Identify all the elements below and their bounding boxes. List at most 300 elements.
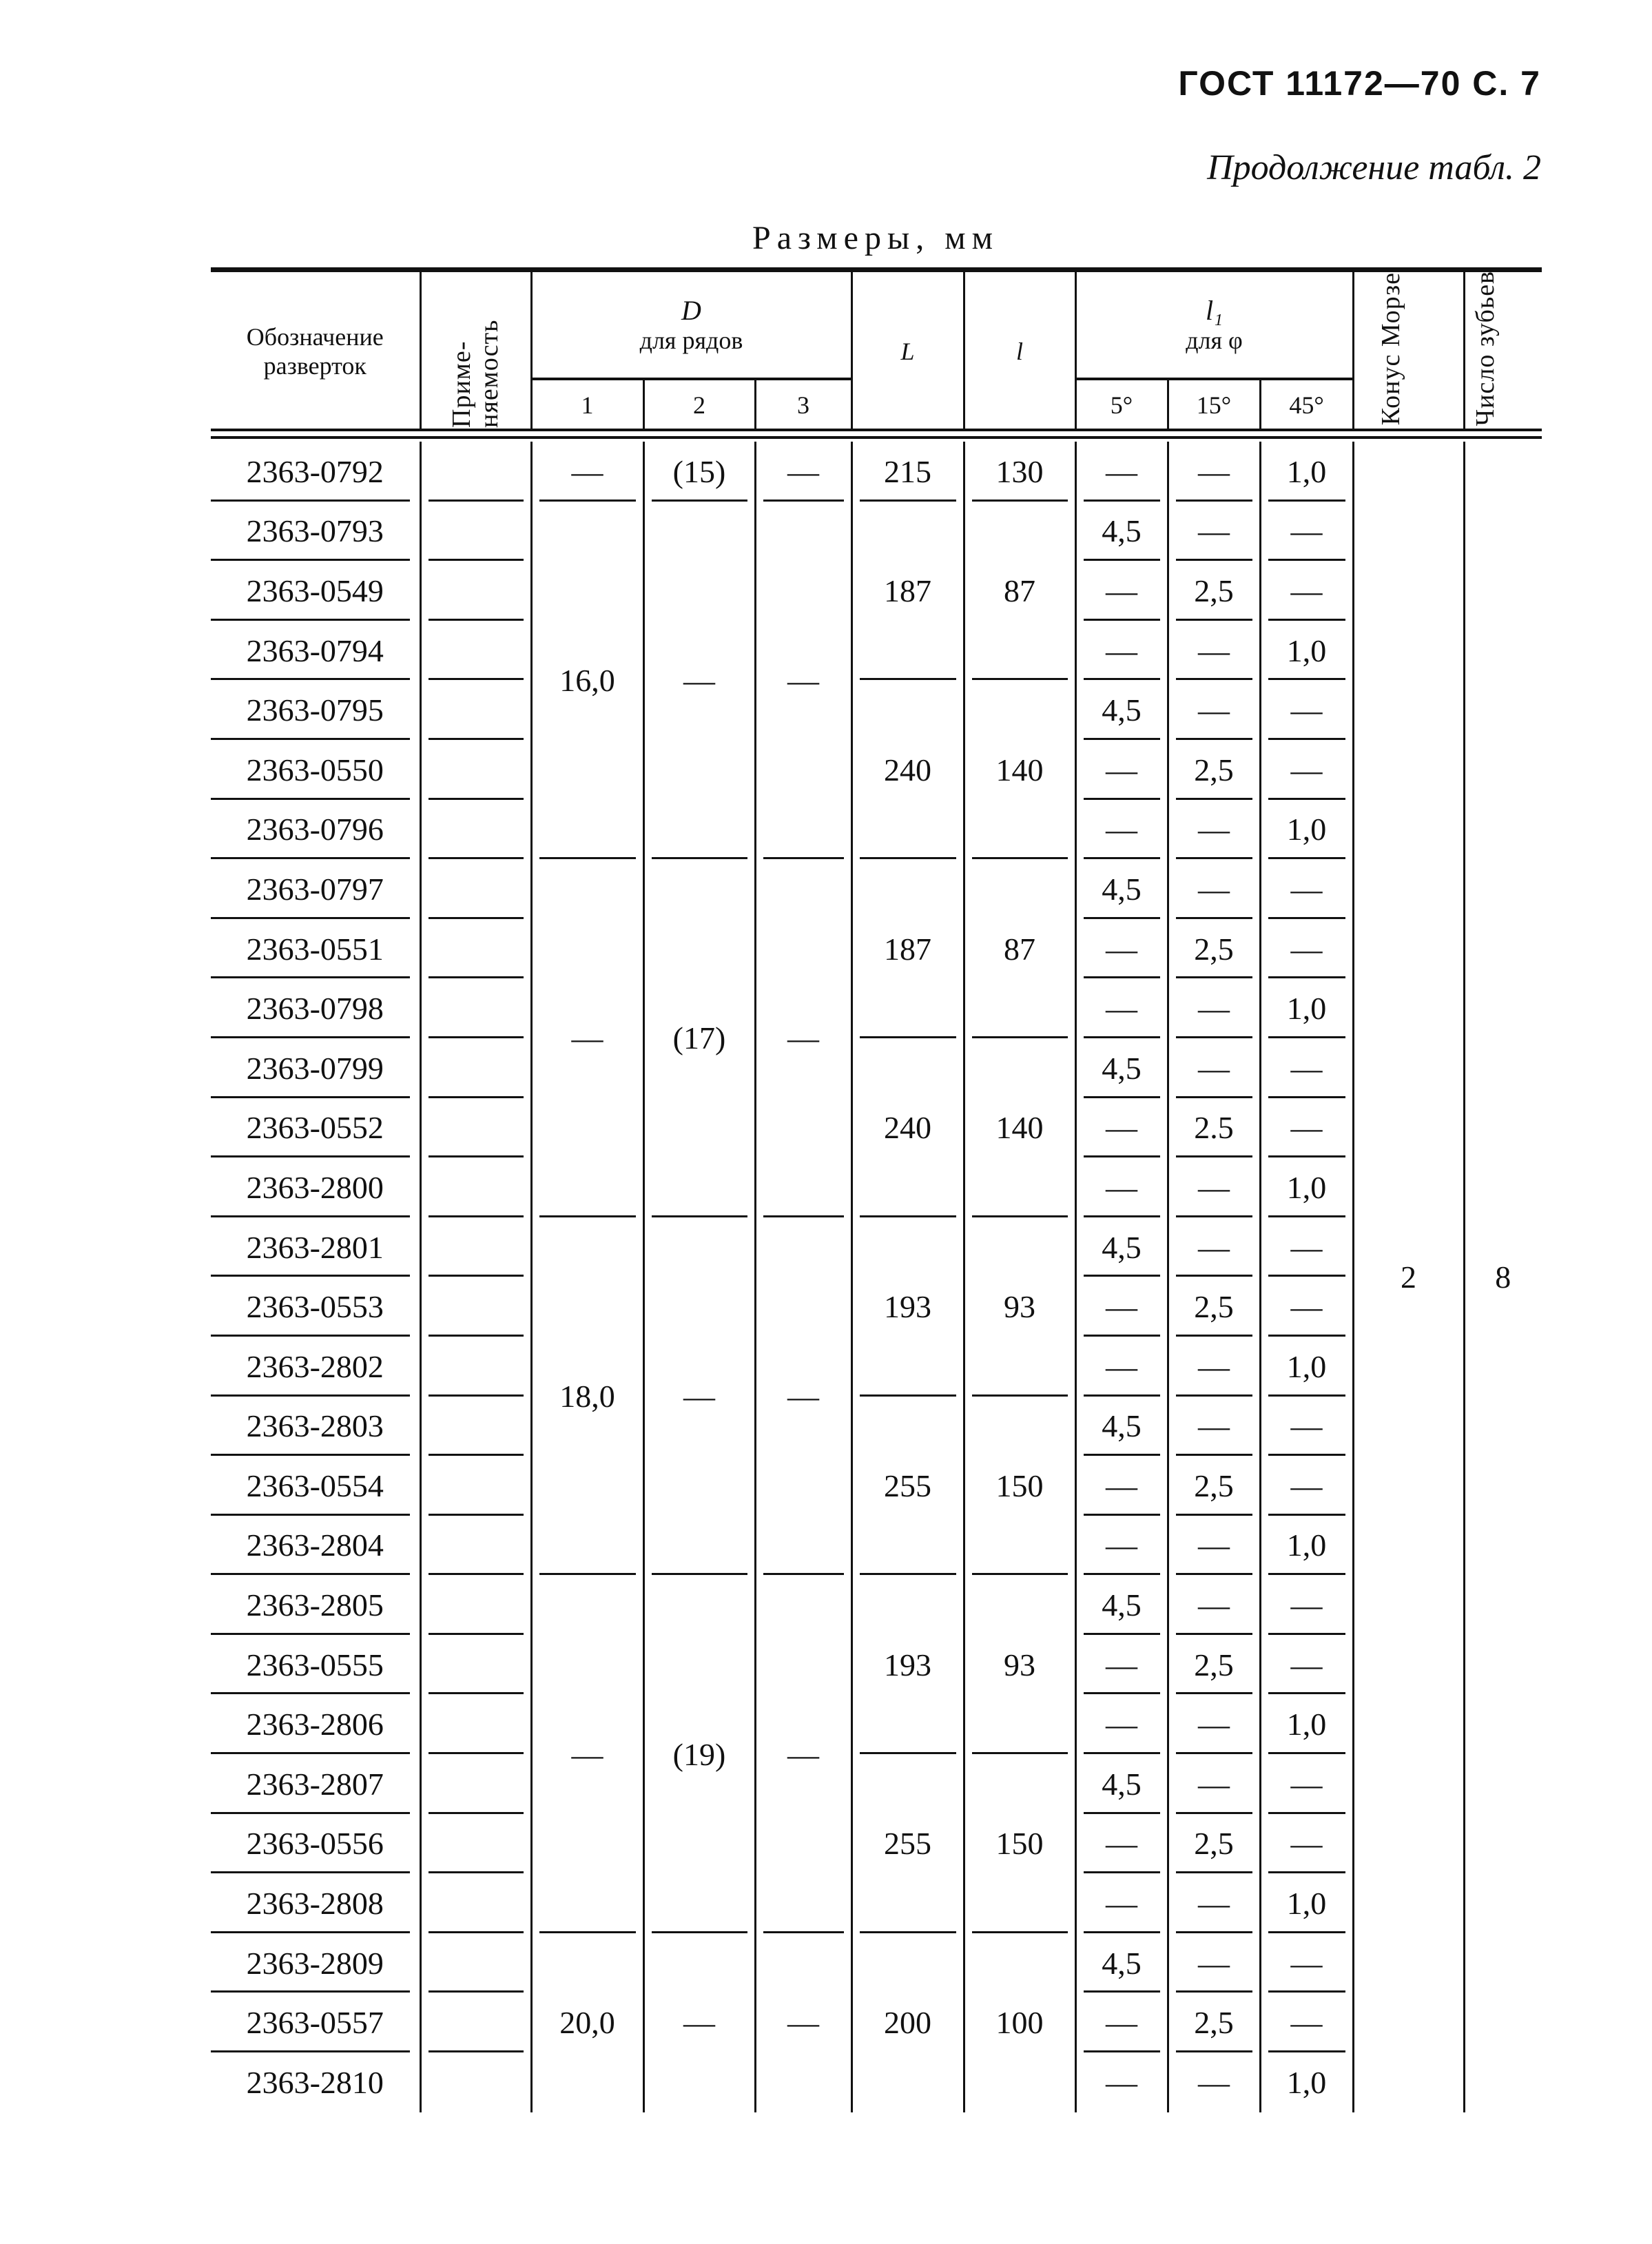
- l1-5deg-cell: [1075, 1337, 1168, 1397]
- l1-15deg-cell: [1168, 740, 1260, 800]
- applicability-cell: [420, 1277, 531, 1337]
- l1-45deg-cell-value: —: [1290, 931, 1323, 967]
- D-row-2-cell-value: (15): [672, 453, 726, 489]
- l-cell: [964, 1754, 1075, 1933]
- l1-45deg-cell-value: 1,0: [1286, 1527, 1327, 1563]
- l1-5deg-cell-value: —: [1106, 2005, 1137, 2041]
- designation-cell-value: 2363-0549: [246, 573, 384, 608]
- applicability-cell: [420, 1814, 531, 1874]
- applicability-cell: [420, 859, 531, 919]
- header-applicability: Приме-няемость: [420, 272, 531, 431]
- header-l1: l₁ для φ: [1075, 272, 1353, 379]
- designation-cell-value: 2363-0794: [246, 632, 384, 668]
- l-cell-value: 93: [1004, 1289, 1035, 1325]
- l-cell-value: 140: [995, 752, 1044, 788]
- designation-cell: [211, 859, 420, 919]
- l1-45deg-cell-value: —: [1290, 1945, 1323, 1981]
- l1-15deg-cell-value: 2.5: [1194, 1110, 1234, 1146]
- l1-45deg-cell-value: —: [1290, 692, 1323, 728]
- l1-5deg-cell-value: —: [1106, 1169, 1137, 1205]
- l1-45deg-cell: [1260, 502, 1353, 562]
- designation-cell-value: 2363-0799: [246, 1050, 384, 1086]
- l1-15deg-cell: [1168, 1038, 1260, 1098]
- D-row-3-cell-value: —: [787, 453, 819, 489]
- l-cell: [964, 1217, 1075, 1397]
- l1-15deg-cell-value: —: [1198, 1408, 1230, 1444]
- l1-45deg-cell: [1260, 919, 1353, 979]
- l1-45deg-cell: [1260, 978, 1353, 1038]
- l1-45deg-cell-value: 1,0: [1286, 1707, 1327, 1742]
- l-cell-value: 140: [995, 1110, 1044, 1146]
- units-caption: Размеры, мм: [752, 220, 999, 256]
- L-cell-value: 255: [884, 1826, 931, 1862]
- l1-5deg-cell: [1075, 1933, 1168, 1993]
- l1-45deg-cell: [1260, 740, 1353, 800]
- D-row-3-cell-value: —: [787, 662, 819, 698]
- l1-45deg-cell: [1260, 1157, 1353, 1217]
- l1-45deg-cell-value: —: [1290, 513, 1323, 549]
- applicability-cell: [420, 800, 531, 860]
- l1-15deg-cell-value: 2,5: [1194, 1289, 1234, 1325]
- l1-45deg-cell-value: —: [1290, 1647, 1323, 1682]
- l-cell: [964, 1397, 1075, 1576]
- designation-cell: [211, 680, 420, 740]
- l1-45deg-cell: [1260, 1217, 1353, 1277]
- D-row-1-cell: [531, 1217, 643, 1576]
- D-row-3-cell: [755, 1933, 851, 2112]
- applicability-cell: [420, 1217, 531, 1277]
- l1-15deg-cell: [1168, 1754, 1260, 1814]
- D-row-2-cell-value: (19): [672, 1736, 726, 1772]
- l1-5deg-cell: [1075, 1694, 1168, 1754]
- l1-15deg-cell: [1168, 1277, 1260, 1337]
- designation-cell-value: 2363-2809: [246, 1945, 384, 1981]
- D-row-1-cell-value: —: [571, 1736, 603, 1772]
- designation-cell-value: 2363-0557: [246, 2005, 384, 2041]
- L-cell: [851, 859, 964, 1038]
- D-row-1-cell-value: —: [571, 453, 603, 489]
- l-cell: [964, 1038, 1075, 1217]
- designation-cell: [211, 561, 420, 621]
- l1-15deg-cell-value: —: [1198, 692, 1230, 728]
- l-cell: [964, 680, 1075, 859]
- l1-5deg-cell: [1075, 561, 1168, 621]
- l1-45deg-cell: [1260, 680, 1353, 740]
- l1-5deg-cell: [1075, 1157, 1168, 1217]
- l1-15deg-cell: [1168, 1694, 1260, 1754]
- l-cell-value: 150: [995, 1468, 1044, 1503]
- applicability-cell: [420, 1575, 531, 1635]
- l1-5deg-cell: [1075, 1397, 1168, 1456]
- L-cell-value: 187: [884, 931, 931, 967]
- table-row: [211, 1038, 1541, 1098]
- header-D-row-1: 1: [531, 379, 643, 431]
- designation-cell-value: 2363-0792: [246, 453, 384, 489]
- designation-cell: [211, 1694, 420, 1754]
- l-cell-value: 100: [995, 2005, 1044, 2041]
- l1-15deg-cell-value: —: [1198, 632, 1230, 668]
- D-row-2-cell: [643, 1933, 755, 2112]
- L-cell-value: 193: [884, 1289, 931, 1325]
- designation-cell-value: 2363-0795: [246, 692, 384, 728]
- applicability-cell: [420, 1397, 531, 1456]
- l1-45deg-cell-value: —: [1290, 1050, 1323, 1086]
- table-row: [211, 859, 1541, 919]
- l1-5deg-cell-value: 4,5: [1102, 871, 1142, 907]
- L-cell-value: 187: [884, 573, 931, 608]
- l1-45deg-cell: [1260, 2052, 1353, 2112]
- designation-cell-value: 2363-2802: [246, 1348, 384, 1384]
- l1-45deg-cell-value: —: [1290, 1110, 1323, 1146]
- l1-5deg-cell-value: 4,5: [1102, 1408, 1142, 1444]
- l1-15deg-cell-value: —: [1198, 513, 1230, 549]
- applicability-cell: [420, 502, 531, 562]
- l1-45deg-cell: [1260, 1694, 1353, 1754]
- l1-5deg-cell-value: 4,5: [1102, 692, 1142, 728]
- l-cell: [964, 1933, 1075, 2112]
- morse-taper-cell: [1353, 442, 1464, 2112]
- D-row-1-cell-value: 16,0: [559, 662, 615, 698]
- D-row-1-cell: [531, 442, 643, 502]
- l1-45deg-cell-value: —: [1290, 1766, 1323, 1802]
- l1-15deg-cell: [1168, 502, 1260, 562]
- designation-cell: [211, 740, 420, 800]
- designation-cell: [211, 1933, 420, 1993]
- l1-15deg-cell: [1168, 1635, 1260, 1695]
- header-angle-45: 45°: [1260, 379, 1353, 431]
- l1-15deg-cell-value: —: [1198, 1229, 1230, 1265]
- l1-45deg-cell: [1260, 1814, 1353, 1874]
- applicability-cell: [420, 1038, 531, 1098]
- l1-45deg-cell: [1260, 1933, 1353, 1993]
- D-row-3-cell: [755, 1217, 851, 1576]
- l1-45deg-cell-value: 1,0: [1286, 1169, 1327, 1205]
- l1-5deg-cell-value: —: [1106, 632, 1137, 668]
- D-row-1-cell: [531, 502, 643, 860]
- l-cell: [964, 1575, 1075, 1754]
- l1-15deg-cell: [1168, 2052, 1260, 2112]
- l1-45deg-cell: [1260, 1873, 1353, 1933]
- L-cell-value: 200: [884, 2005, 931, 2041]
- l1-5deg-cell-value: —: [1106, 1348, 1137, 1384]
- applicability-cell: [420, 680, 531, 740]
- l1-45deg-cell: [1260, 1456, 1353, 1516]
- l1-15deg-cell: [1168, 1575, 1260, 1635]
- l1-15deg-cell-value: 2,5: [1194, 931, 1234, 967]
- l1-15deg-cell-value: —: [1198, 1050, 1230, 1086]
- l1-15deg-cell: [1168, 1516, 1260, 1576]
- l1-5deg-cell-value: —: [1106, 931, 1137, 967]
- l1-5deg-cell-value: —: [1106, 1289, 1137, 1325]
- l1-5deg-cell: [1075, 1575, 1168, 1635]
- L-cell: [851, 1397, 964, 1576]
- L-cell-value: 255: [884, 1468, 931, 1503]
- L-cell: [851, 1217, 964, 1397]
- l1-45deg-cell-value: —: [1290, 1289, 1323, 1325]
- designation-cell-value: 2363-2807: [246, 1766, 384, 1802]
- l1-15deg-cell: [1168, 1933, 1260, 1993]
- D-row-2-cell: [643, 1575, 755, 1933]
- l1-15deg-cell: [1168, 1873, 1260, 1933]
- applicability-cell: [420, 1635, 531, 1695]
- l1-5deg-cell: [1075, 1814, 1168, 1874]
- table-continuation-label: Продолжение табл. 2: [1207, 148, 1541, 187]
- l1-5deg-cell: [1075, 621, 1168, 681]
- l1-45deg-cell-value: 1,0: [1286, 812, 1327, 847]
- l1-5deg-cell: [1075, 1993, 1168, 2052]
- designation-cell-value: 2363-2803: [246, 1408, 384, 1444]
- header-morse-taper: Конус Морзе: [1353, 272, 1464, 431]
- applicability-cell: [420, 1516, 531, 1576]
- l1-5deg-cell: [1075, 1754, 1168, 1814]
- designation-cell-value: 2363-0797: [246, 871, 384, 907]
- l1-5deg-cell-value: —: [1106, 1110, 1137, 1146]
- D-row-2-cell: [643, 442, 755, 502]
- designation-cell: [211, 800, 420, 860]
- l1-15deg-cell-value: —: [1198, 1527, 1230, 1563]
- D-row-2-cell-value: —: [683, 1379, 715, 1414]
- designation-cell-value: 2363-0553: [246, 1289, 384, 1325]
- designation-cell-value: 2363-0798: [246, 991, 384, 1027]
- l-cell-value: 150: [995, 1826, 1044, 1862]
- designation-cell-value: 2363-2800: [246, 1169, 384, 1205]
- l1-15deg-cell-value: 2,5: [1194, 1826, 1234, 1862]
- l1-15deg-cell: [1168, 978, 1260, 1038]
- l1-45deg-cell: [1260, 1277, 1353, 1337]
- applicability-cell: [420, 1157, 531, 1217]
- l-cell: [964, 859, 1075, 1038]
- l1-15deg-cell-value: —: [1198, 453, 1230, 489]
- designation-cell: [211, 502, 420, 562]
- L-cell: [851, 1754, 964, 1933]
- l1-45deg-cell: [1260, 1038, 1353, 1098]
- designation-cell: [211, 1575, 420, 1635]
- L-cell: [851, 502, 964, 681]
- applicability-cell: [420, 1933, 531, 1993]
- table-row: [211, 1397, 1541, 1456]
- morse-taper-cell-value: 2: [1401, 1259, 1416, 1295]
- l1-15deg-cell-value: —: [1198, 1348, 1230, 1384]
- applicability-cell: [420, 978, 531, 1038]
- l1-45deg-cell: [1260, 1397, 1353, 1456]
- l1-15deg-cell: [1168, 561, 1260, 621]
- header-teeth-count: Число зубьев: [1464, 272, 1541, 431]
- l-cell: [964, 502, 1075, 681]
- l1-5deg-cell-value: —: [1106, 752, 1137, 788]
- l1-15deg-cell: [1168, 621, 1260, 681]
- l-cell-value: 87: [1004, 931, 1035, 967]
- designation-cell: [211, 1217, 420, 1277]
- designation-cell: [211, 919, 420, 979]
- applicability-cell: [420, 442, 531, 502]
- l1-45deg-cell: [1260, 561, 1353, 621]
- l1-5deg-cell: [1075, 1873, 1168, 1933]
- table-row: [211, 1754, 1541, 1814]
- designation-cell: [211, 1993, 420, 2052]
- l1-5deg-cell: [1075, 1456, 1168, 1516]
- l1-15deg-cell-value: 2,5: [1194, 1468, 1234, 1503]
- D-row-1-cell-value: —: [571, 1020, 603, 1056]
- L-cell-value: 215: [884, 453, 931, 489]
- l1-5deg-cell: [1075, 680, 1168, 740]
- table-row: [211, 1933, 1541, 1993]
- D-row-2-cell: [643, 502, 755, 860]
- l1-15deg-cell-value: —: [1198, 1707, 1230, 1742]
- designation-cell: [211, 1754, 420, 1814]
- D-row-3-cell-value: —: [787, 1020, 819, 1056]
- applicability-cell: [420, 1337, 531, 1397]
- applicability-cell: [420, 1993, 531, 2052]
- header-D: D для рядов: [531, 272, 851, 379]
- l1-45deg-cell-value: —: [1290, 573, 1323, 608]
- l1-15deg-cell: [1168, 1098, 1260, 1158]
- l1-45deg-cell-value: 1,0: [1286, 632, 1327, 668]
- l1-15deg-cell: [1168, 919, 1260, 979]
- l1-45deg-cell: [1260, 621, 1353, 681]
- designation-cell: [211, 1337, 420, 1397]
- l1-15deg-cell: [1168, 1397, 1260, 1456]
- D-row-2-cell-value: —: [683, 2005, 715, 2041]
- l1-45deg-cell: [1260, 859, 1353, 919]
- l1-15deg-cell-value: 2,5: [1194, 752, 1234, 788]
- l1-5deg-cell-value: —: [1106, 1468, 1137, 1503]
- table-row: [211, 1575, 1541, 1635]
- table-row: [211, 442, 1541, 502]
- designation-cell-value: 2363-0552: [246, 1110, 384, 1146]
- designation-cell-value: 2363-2810: [246, 2064, 384, 2100]
- l1-15deg-cell: [1168, 1337, 1260, 1397]
- l1-15deg-cell-value: —: [1198, 812, 1230, 847]
- l1-45deg-cell: [1260, 800, 1353, 860]
- D-row-3-cell-value: —: [787, 1379, 819, 1414]
- l1-15deg-cell-value: 2,5: [1194, 573, 1234, 608]
- table-top-rule: [211, 267, 1542, 272]
- D-row-1-cell: [531, 1575, 643, 1933]
- l1-5deg-cell-value: 4,5: [1102, 1229, 1142, 1265]
- table-row: [211, 680, 1541, 740]
- table-row: [211, 502, 1541, 562]
- designation-cell: [211, 1098, 420, 1158]
- designation-cell: [211, 621, 420, 681]
- l1-45deg-cell: [1260, 1098, 1353, 1158]
- l1-5deg-cell-value: —: [1106, 1886, 1137, 1922]
- designation-cell: [211, 1456, 420, 1516]
- l1-15deg-cell: [1168, 1993, 1260, 2052]
- designation-cell-value: 2363-2804: [246, 1527, 384, 1563]
- designation-cell-value: 2363-0550: [246, 752, 384, 788]
- l1-5deg-cell: [1075, 978, 1168, 1038]
- teeth-count-cell: [1464, 442, 1541, 2112]
- applicability-cell: [420, 1456, 531, 1516]
- header-D-row-2: 2: [643, 379, 755, 431]
- L-cell: [851, 1575, 964, 1754]
- l1-15deg-cell-value: 2,5: [1194, 1647, 1234, 1682]
- designation-cell-value: 2363-0551: [246, 931, 384, 967]
- designation-cell: [211, 442, 420, 502]
- l1-45deg-cell: [1260, 442, 1353, 502]
- l-cell-value: 93: [1004, 1647, 1035, 1682]
- header-rule-2: [211, 436, 1542, 439]
- header-angle-5: 5°: [1075, 379, 1168, 431]
- teeth-count-cell-value: 8: [1495, 1259, 1511, 1295]
- designation-cell-value: 2363-2805: [246, 1587, 384, 1623]
- L-cell-value: 240: [884, 1110, 931, 1146]
- designation-cell: [211, 1635, 420, 1695]
- applicability-cell: [420, 1098, 531, 1158]
- designation-cell-value: 2363-2808: [246, 1886, 384, 1922]
- l1-5deg-cell-value: 4,5: [1102, 1587, 1142, 1623]
- l1-5deg-cell-value: —: [1106, 1707, 1137, 1742]
- l1-45deg-cell: [1260, 1754, 1353, 1814]
- l1-45deg-cell-value: 1,0: [1286, 991, 1327, 1027]
- table-row: [211, 1217, 1541, 1277]
- l1-45deg-cell-value: —: [1290, 1826, 1323, 1862]
- l1-5deg-cell: [1075, 800, 1168, 860]
- designation-cell: [211, 1516, 420, 1576]
- designation-cell: [211, 1038, 420, 1098]
- designation-cell: [211, 1814, 420, 1874]
- l-cell: [964, 442, 1075, 502]
- D-row-2-cell: [643, 1217, 755, 1576]
- l1-5deg-cell: [1075, 2052, 1168, 2112]
- l1-45deg-cell-value: —: [1290, 1229, 1323, 1265]
- l1-45deg-cell-value: —: [1290, 1468, 1323, 1503]
- designation-cell-value: 2363-0796: [246, 812, 384, 847]
- l1-45deg-cell-value: —: [1290, 1587, 1323, 1623]
- l1-5deg-cell: [1075, 442, 1168, 502]
- l1-15deg-cell: [1168, 1814, 1260, 1874]
- l1-5deg-cell-value: 4,5: [1102, 513, 1142, 549]
- designation-cell-value: 2363-0793: [246, 513, 384, 549]
- l1-45deg-cell-value: 1,0: [1286, 1348, 1327, 1384]
- applicability-cell: [420, 561, 531, 621]
- D-row-3-cell: [755, 1575, 851, 1933]
- D-row-3-cell: [755, 502, 851, 860]
- D-row-2-cell: [643, 859, 755, 1217]
- l1-15deg-cell: [1168, 1456, 1260, 1516]
- l1-45deg-cell-value: —: [1290, 1408, 1323, 1444]
- D-row-1-cell-value: 20,0: [559, 2005, 615, 2041]
- l1-15deg-cell: [1168, 680, 1260, 740]
- D-row-1-cell: [531, 859, 643, 1217]
- L-cell: [851, 442, 964, 502]
- D-row-1-cell: [531, 1933, 643, 2112]
- l1-45deg-cell: [1260, 1635, 1353, 1695]
- header-angle-15: 15°: [1168, 379, 1260, 431]
- designation-cell-value: 2363-0556: [246, 1826, 384, 1862]
- D-row-2-cell-value: (17): [672, 1020, 726, 1056]
- l1-5deg-cell: [1075, 1038, 1168, 1098]
- l1-5deg-cell: [1075, 1516, 1168, 1576]
- D-row-1-cell-value: 18,0: [559, 1379, 615, 1414]
- l1-5deg-cell: [1075, 740, 1168, 800]
- D-row-3-cell: [755, 442, 851, 502]
- header-D-row-3: 3: [755, 379, 851, 431]
- document-title: ГОСТ 11172—70 С. 7: [1178, 64, 1541, 103]
- applicability-cell: [420, 621, 531, 681]
- designation-cell-value: 2363-2806: [246, 1707, 384, 1742]
- L-cell: [851, 680, 964, 859]
- applicability-cell: [420, 919, 531, 979]
- l1-5deg-cell-value: —: [1106, 453, 1137, 489]
- L-cell-value: 240: [884, 752, 931, 788]
- l1-45deg-cell: [1260, 1516, 1353, 1576]
- l-cell-value: 130: [995, 453, 1044, 489]
- l1-15deg-cell-value: —: [1198, 1587, 1230, 1623]
- l1-5deg-cell: [1075, 1217, 1168, 1277]
- designation-cell-value: 2363-2801: [246, 1229, 384, 1265]
- L-cell: [851, 1038, 964, 1217]
